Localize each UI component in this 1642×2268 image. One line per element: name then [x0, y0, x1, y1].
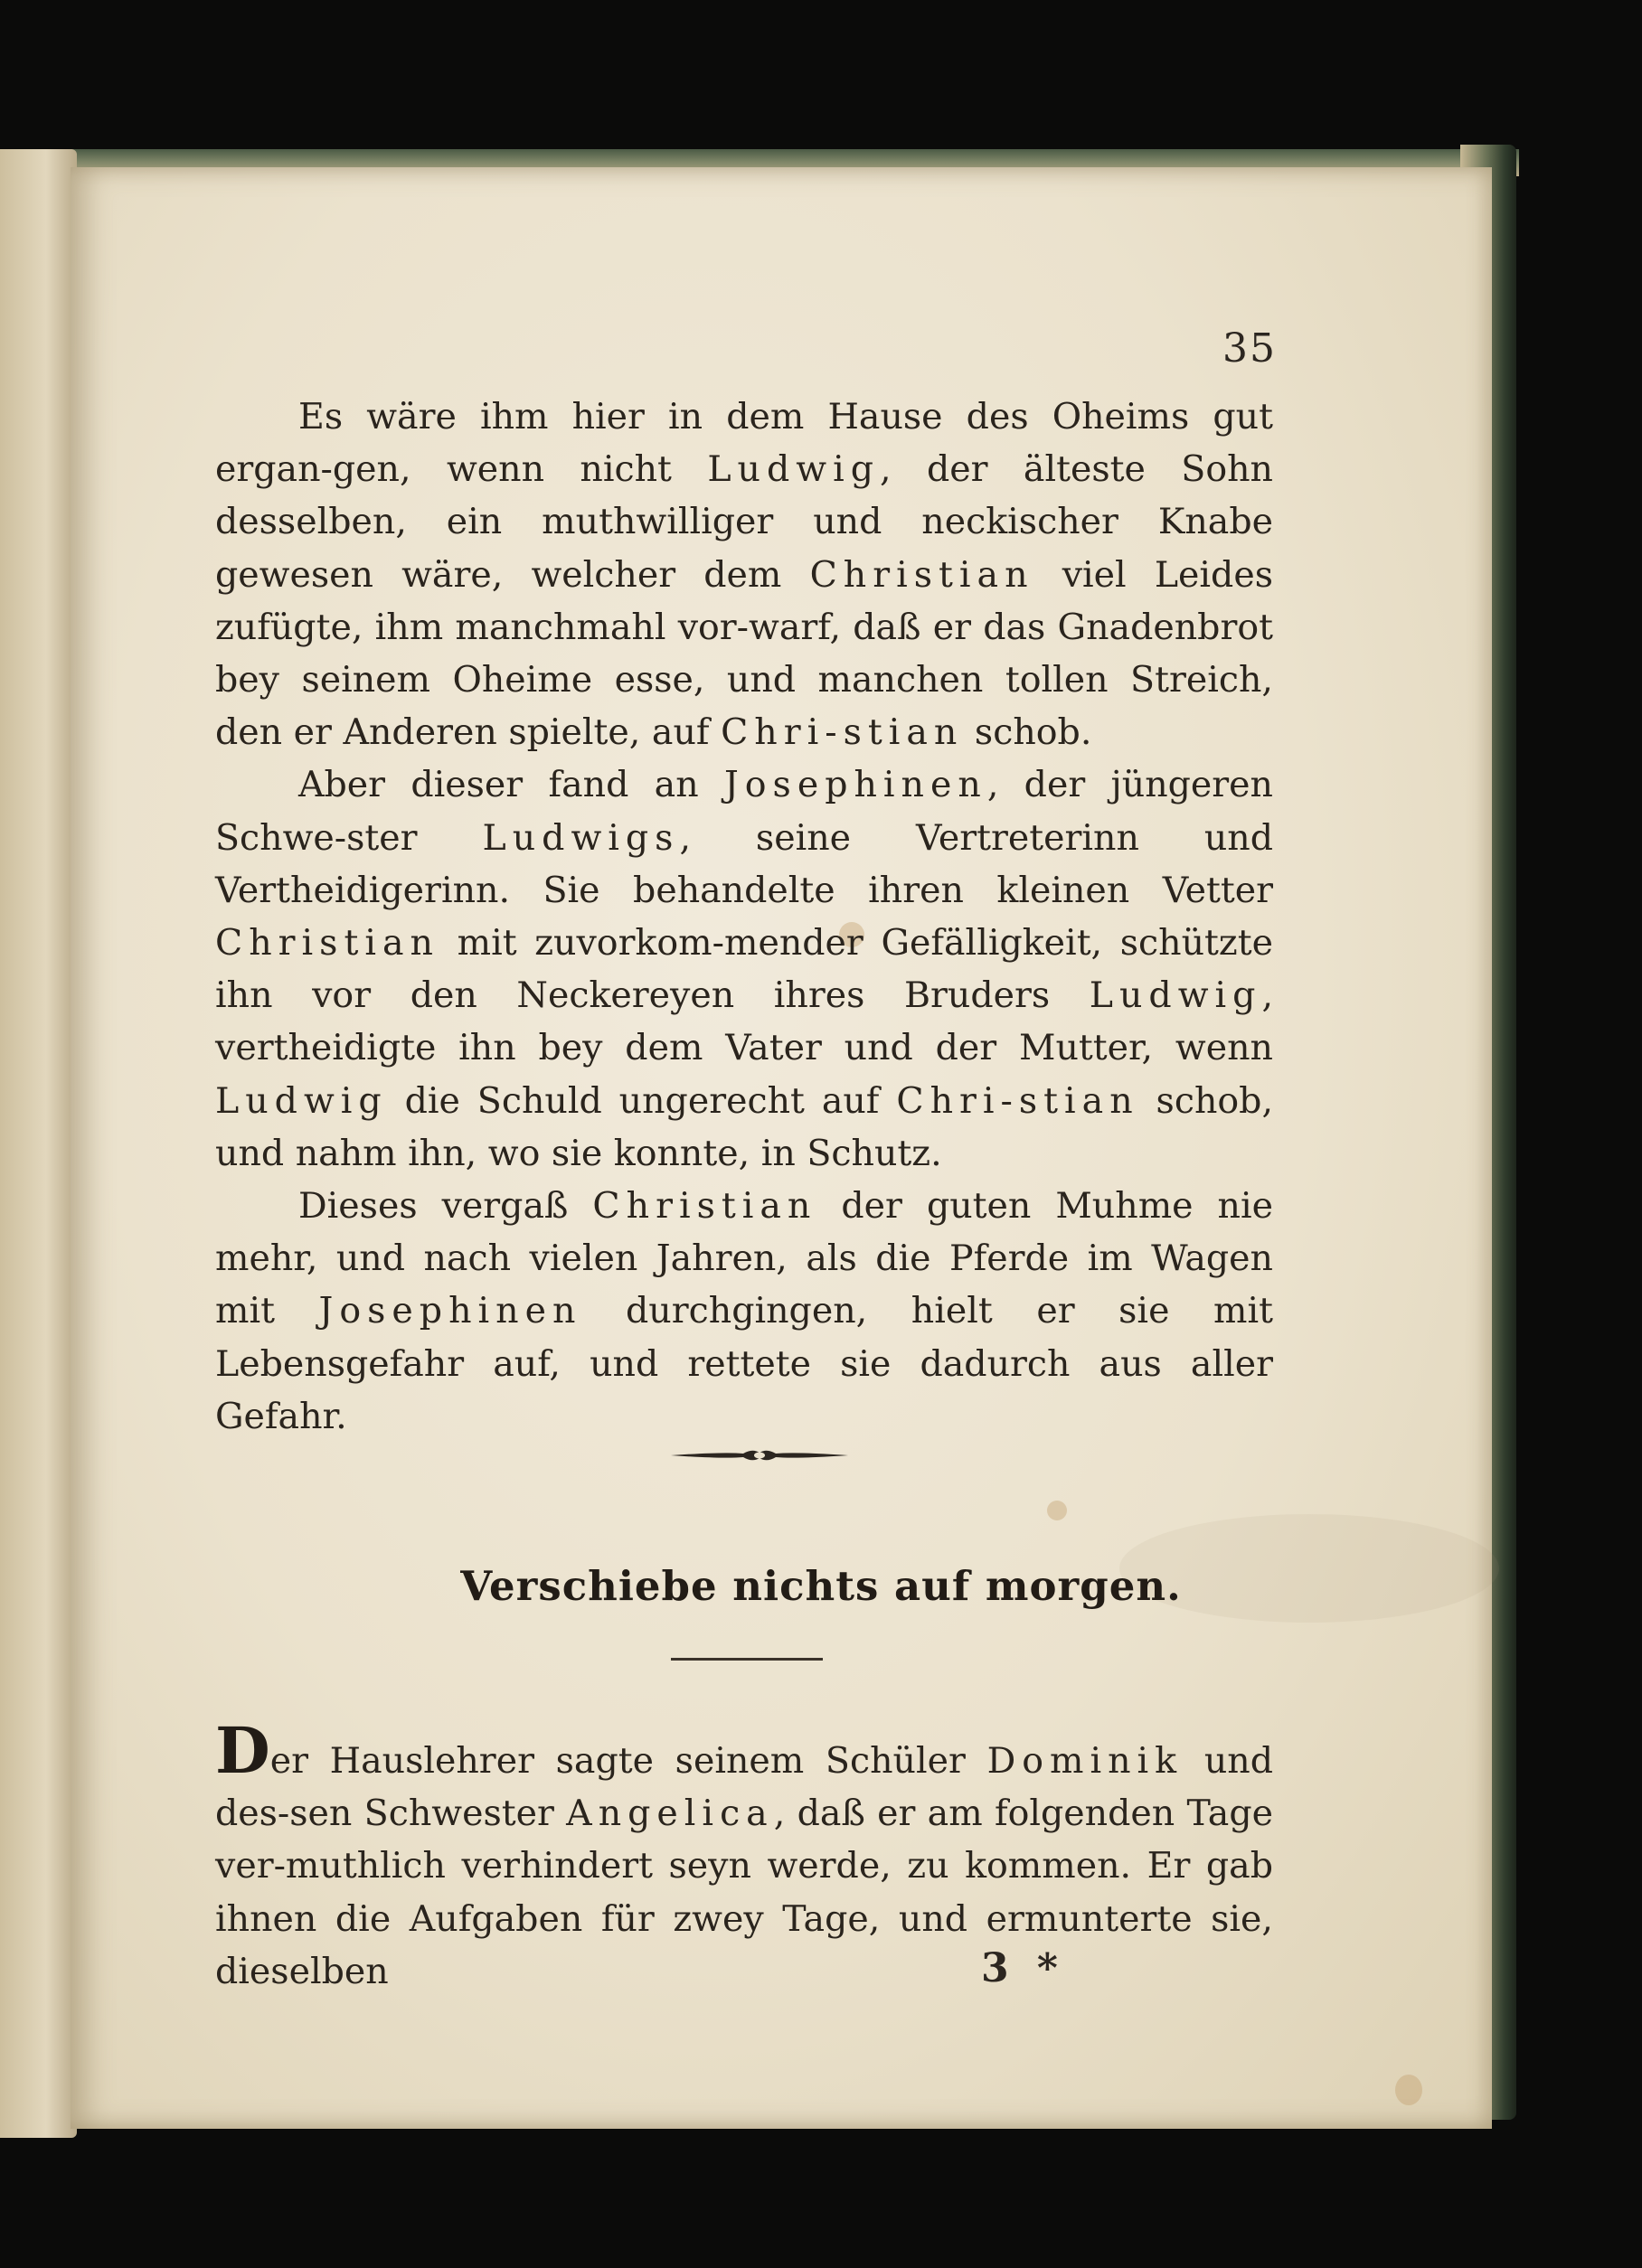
- emphasized-name: Christian: [592, 1185, 817, 1228]
- text-run: er Hauslehrer sagte seinem Schüler: [269, 1740, 987, 1782]
- emphasized-name: Ludwig: [215, 1079, 388, 1122]
- previous-page-edge: [0, 149, 77, 2138]
- paragraph: [215, 391, 1273, 758]
- page-number: 35: [1222, 325, 1277, 372]
- text-run: durchgingen, hielt er sie mit Lebensgefahr auf, und rettete sie dadurch aus aller Gefahr.: [215, 1290, 1273, 1437]
- paragraph: [215, 1713, 1274, 1998]
- emphasized-name: Ludwigs: [482, 816, 680, 859]
- text-run: Es wäre ihm hier in dem Hause des Oheims gut ergan-gen, wenn nicht: [215, 396, 1273, 491]
- title-rule: [671, 1658, 823, 1661]
- emphasized-name: Josephinen: [318, 1290, 582, 1332]
- emphasized-name: Christian: [809, 553, 1034, 596]
- section-title: Verschiebe nichts auf morgen.: [460, 1562, 1182, 1610]
- text-run: Dieses vergaß: [298, 1185, 593, 1228]
- paper-stain: [1395, 2075, 1422, 2105]
- text-run: Aber dieser fand an: [298, 764, 724, 806]
- emphasized-name: Chri-stian: [896, 1079, 1139, 1122]
- paragraph: [215, 1180, 1273, 1443]
- paragraph-body: [215, 1740, 1273, 1992]
- emphasized-name: Ludwig: [707, 448, 881, 491]
- section-1-text: [215, 391, 1273, 1443]
- text-run: , seine Vertreterinn und Vertheidigerinn. Sie behandelte ihren kleinen Vetter: [215, 816, 1273, 911]
- emphasized-name: Ludwig: [1089, 974, 1262, 1017]
- text-run: , der jüngeren Schwe-ster: [215, 764, 1273, 859]
- text-run: , vertheidigte ihn bey dem Vater und der Mutter, wenn: [215, 974, 1273, 1069]
- emphasized-name: Chri-stian: [721, 711, 964, 754]
- paper-stain: [1047, 1501, 1067, 1520]
- drop-cap: D: [215, 1713, 270, 1788]
- text-run: viel Leides zufügte, ihm manchmahl vor-warf, daß er das Gnadenbrot bey seinem Oheime esse, und manchen tollen Streich, den er Anderen spielte, auf: [215, 553, 1273, 754]
- text-run: schob, und nahm ihn, wo sie konnte, in Schutz.: [215, 1079, 1274, 1174]
- text-run: schob.: [963, 711, 1092, 754]
- text-run: , daß er am folgenden Tage ver-muthlich verhindert seyn werde, zu kommen. Er gab ihnen die Aufgaben für zwey Tage, und ermunterte sie, dieselben: [215, 1793, 1274, 1992]
- text-run: und des-sen Schwester: [215, 1740, 1273, 1835]
- emphasized-name: Dominik: [986, 1740, 1184, 1782]
- ornament-divider: [669, 1445, 850, 1466]
- text-run: mit zuvorkom-mender Gefälligkeit, schützte ihn vor den Neckereyen ihres Bruders: [215, 922, 1273, 1017]
- emphasized-name: Christian: [215, 922, 439, 965]
- section-2-text: [215, 1713, 1274, 1998]
- text-run: , der älteste Sohn desselben, ein muthwilliger und neckischer Knabe gewesen wäre, welcher dem: [215, 448, 1273, 596]
- text-run: die Schuld ungerecht auf: [387, 1079, 897, 1122]
- emphasized-name: Angelica: [566, 1793, 774, 1835]
- paragraph: [215, 758, 1273, 1180]
- signature-mark: 3 *: [981, 1945, 1065, 1991]
- text-run: der guten Muhme nie mehr, und nach vielen Jahren, als die Pferde im Wagen mit: [215, 1185, 1273, 1332]
- emphasized-name: Josephinen: [723, 764, 987, 806]
